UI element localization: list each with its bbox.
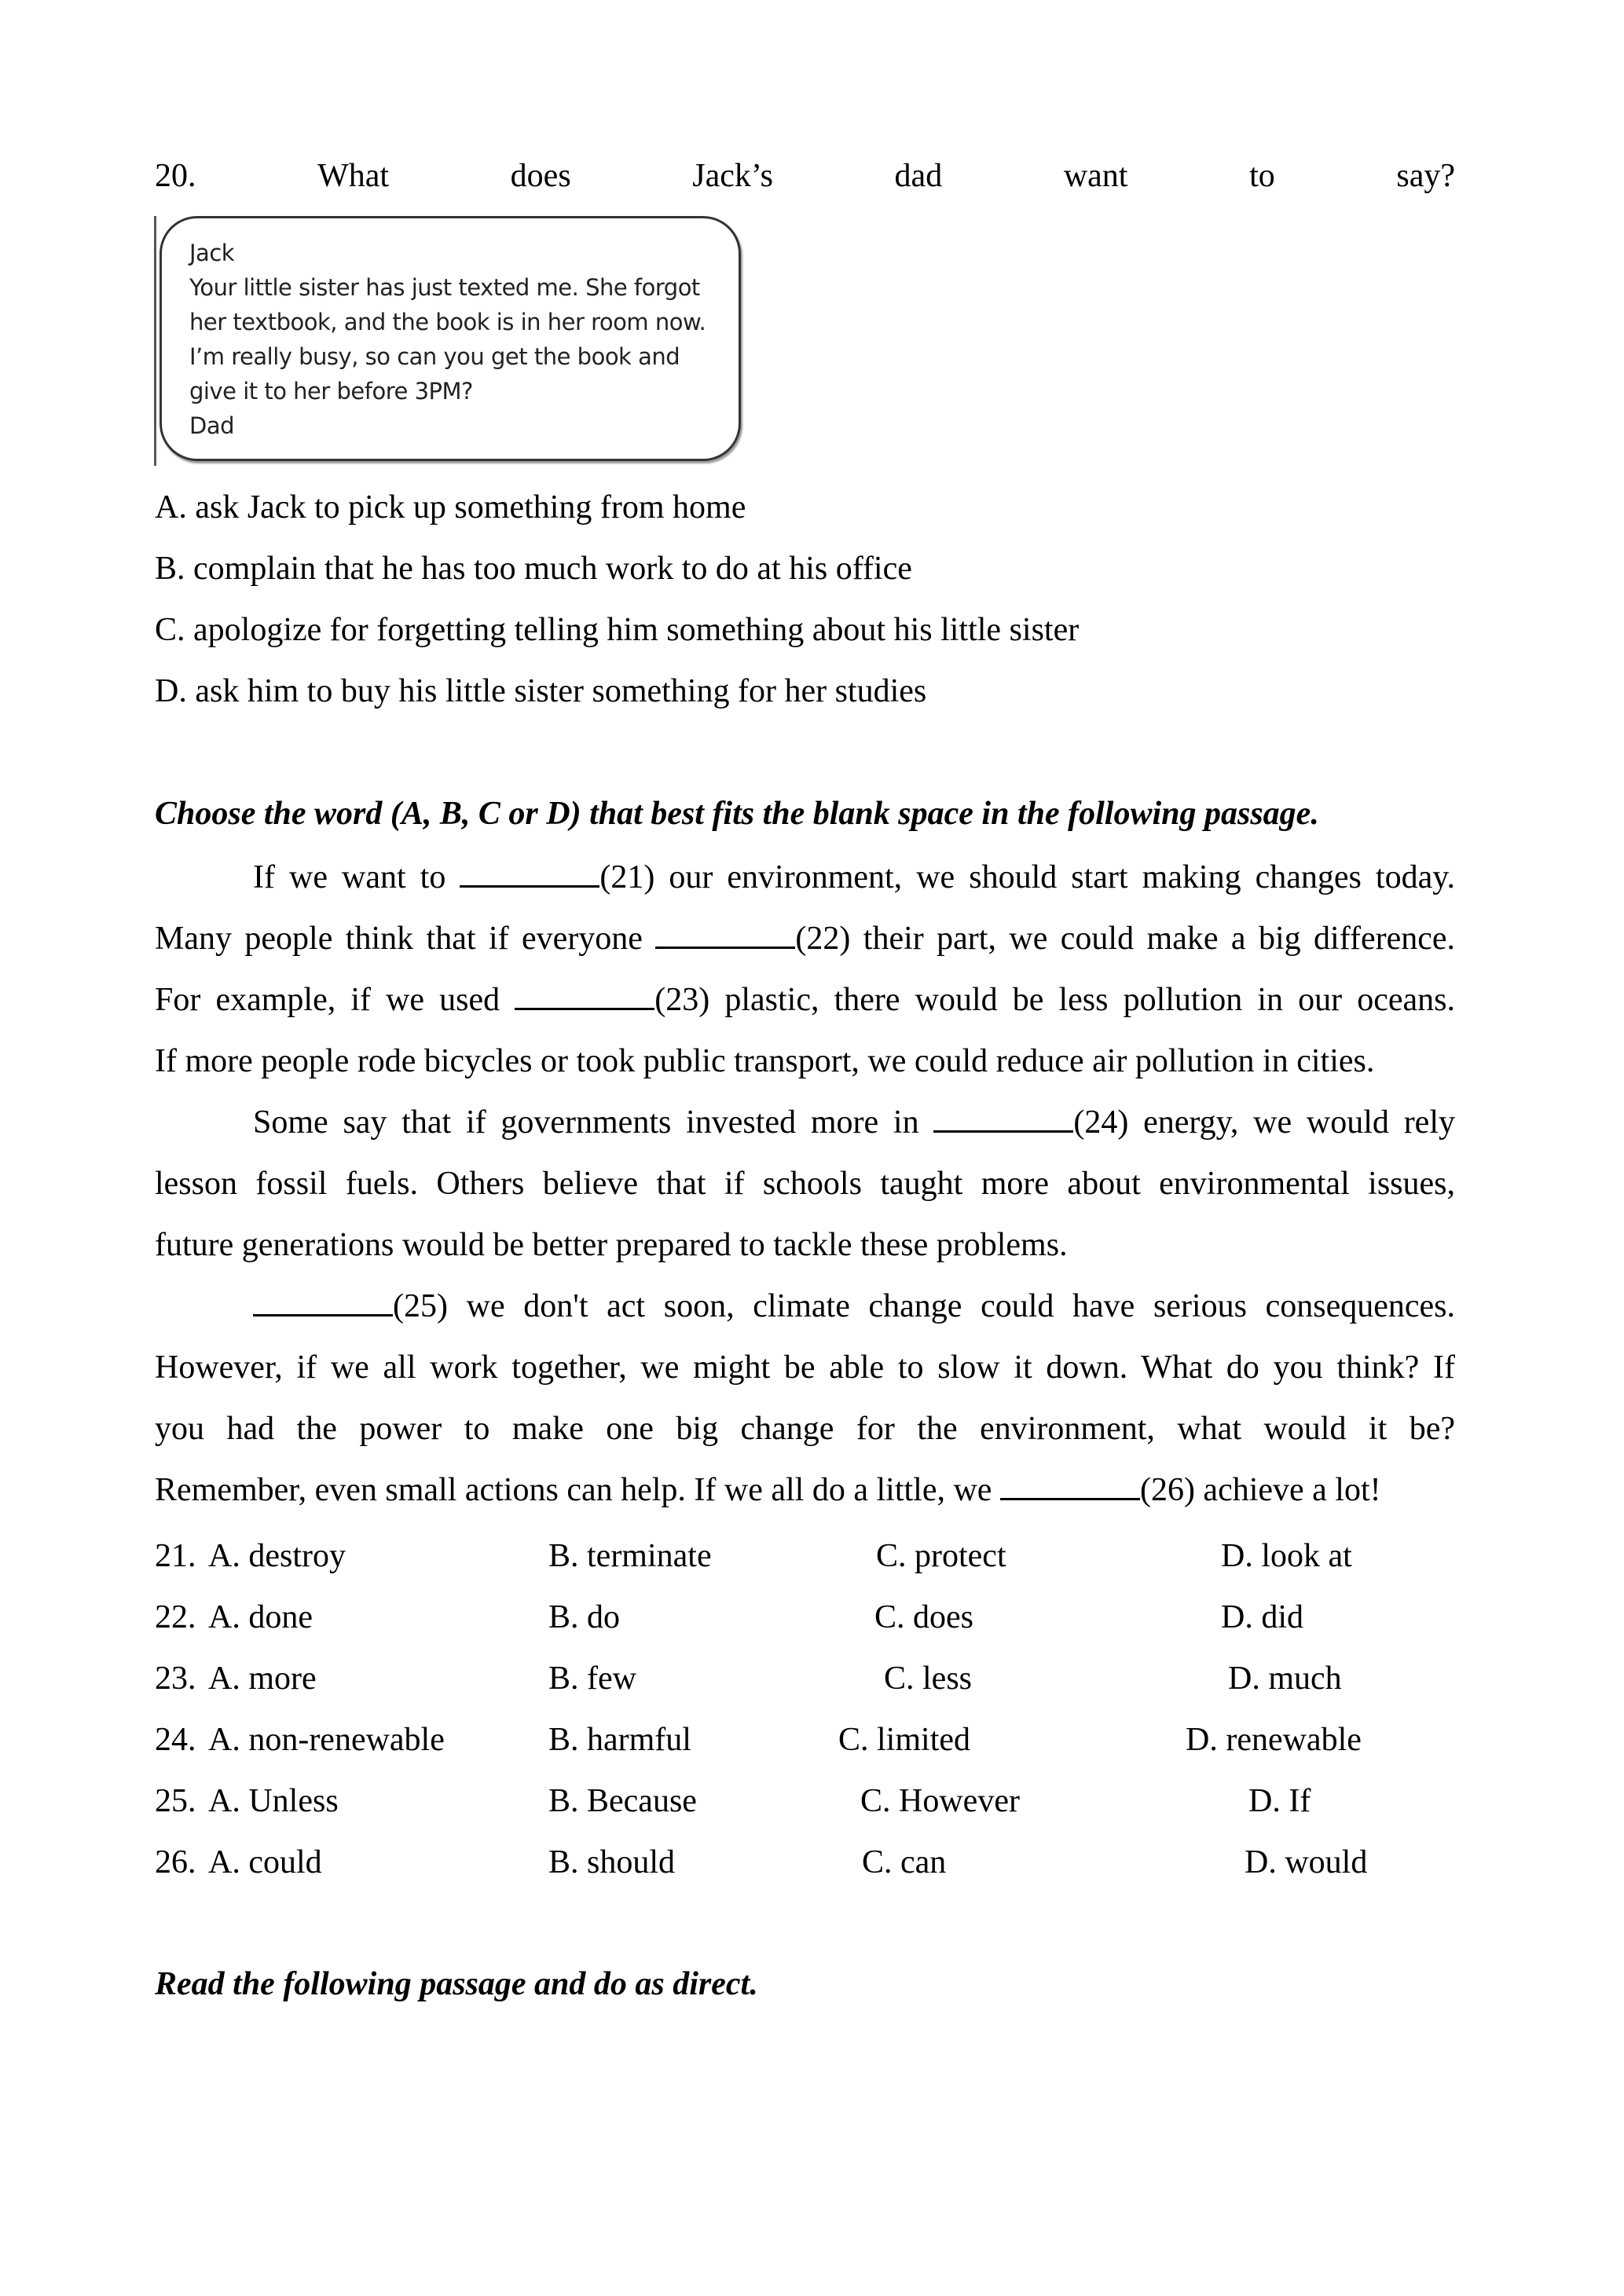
question-number: 23. xyxy=(155,1661,196,1697)
cloze-instruction: Choose the word (A, B, C or D) that best fits the blank space in the following passage. xyxy=(155,796,1319,832)
option-b: B. few xyxy=(548,1661,636,1697)
option-a: A. done xyxy=(208,1599,313,1635)
passage-line: you had the power to make one big change for the environment, what would it be? xyxy=(155,1411,1455,1447)
option-d: D. much xyxy=(1228,1661,1342,1697)
q20-word: dad xyxy=(894,158,943,194)
q20-option-b: B. complain that he has too much work to do at his office xyxy=(155,551,912,587)
text: (26) achieve a lot! xyxy=(1139,1472,1381,1508)
question-number: 25. xyxy=(155,1783,196,1819)
option-a: A. Unless xyxy=(208,1783,339,1819)
option-a: A. destroy xyxy=(208,1538,346,1574)
question-24-options xyxy=(155,1719,1490,1760)
message-line: I’m really busy, so can you get the book and xyxy=(189,343,680,370)
text: (24) energy, we would rely xyxy=(1073,1104,1455,1141)
q20-word: Jack’s xyxy=(692,158,773,194)
question-20-stem xyxy=(155,156,1455,196)
option-a: A. non-renewable xyxy=(208,1722,445,1758)
blank-24 xyxy=(933,1107,1073,1133)
passage-line xyxy=(155,1092,1455,1153)
question-22-options xyxy=(155,1597,1490,1638)
message-recipient: Jack xyxy=(189,240,235,266)
option-a: A. more xyxy=(208,1661,317,1697)
q20-word: 20. xyxy=(155,158,196,194)
option-d: D. look at xyxy=(1221,1538,1352,1574)
option-b: B. do xyxy=(548,1599,621,1635)
option-d: D. would xyxy=(1245,1844,1368,1880)
option-d: D. renewable xyxy=(1186,1722,1362,1758)
option-b: B. Because xyxy=(548,1783,697,1819)
message-line: give it to her before 3PM? xyxy=(189,378,473,405)
cloze-passage xyxy=(155,847,1455,1521)
option-c: C. However xyxy=(860,1783,1020,1819)
message-line: her textbook, and the book is in her room now. xyxy=(189,309,706,335)
q20-option-a: A. ask Jack to pick up something from home xyxy=(155,489,746,525)
option-a: A. could xyxy=(208,1844,322,1880)
text-message-box xyxy=(159,216,741,461)
message-line: Your little sister has just texted me. She forgot xyxy=(189,274,700,301)
text: Many people think that if everyone xyxy=(155,921,656,957)
q20-word: to xyxy=(1249,158,1275,194)
passage-line xyxy=(155,847,1455,908)
blank-26 xyxy=(1000,1474,1140,1500)
question-number: 21. xyxy=(155,1538,196,1574)
message-image-edge xyxy=(154,216,156,466)
question-25-options xyxy=(155,1781,1490,1822)
passage-line: future generations would be better prepared to tackle these problems. xyxy=(155,1227,1068,1263)
blank-23 xyxy=(515,984,654,1010)
passage-line: However, if we all work together, we might be able to slow it down. What do you think? If xyxy=(155,1349,1455,1386)
text: (23) plastic, there would be less pollution in our oceans. xyxy=(654,982,1455,1018)
passage-line xyxy=(155,908,1455,969)
message-sender: Dad xyxy=(189,412,235,439)
option-b: B. terminate xyxy=(548,1538,712,1574)
text: For example, if we used xyxy=(155,982,515,1018)
passage-line xyxy=(155,1459,1455,1521)
q20-word: What xyxy=(317,158,390,194)
text-message-content xyxy=(189,236,706,443)
option-c: C. can xyxy=(862,1844,947,1880)
question-number: 22. xyxy=(155,1599,196,1635)
q20-option-c: C. apologize for forgetting telling him something about his little sister xyxy=(155,612,1080,648)
blank-25 xyxy=(253,1291,393,1316)
passage-line: If more people rode bicycles or took public transport, we could reduce air pollution in cities. xyxy=(155,1043,1375,1079)
blank-22 xyxy=(655,923,795,949)
blank-21 xyxy=(460,862,599,888)
option-b: B. harmful xyxy=(548,1722,691,1758)
option-d: D. If xyxy=(1248,1783,1311,1819)
q20-word: does xyxy=(510,158,571,194)
text: If we want to xyxy=(253,859,460,895)
option-c: C. does xyxy=(874,1599,973,1635)
text: (25) we don't act soon, climate change could have serious consequences. xyxy=(393,1288,1455,1324)
passage-line xyxy=(155,969,1455,1031)
question-26-options xyxy=(155,1842,1490,1883)
passage-line xyxy=(155,1276,1455,1337)
question-number: 26. xyxy=(155,1844,196,1880)
text: Some say that if governments invested more in xyxy=(253,1104,934,1141)
question-number: 24. xyxy=(155,1722,196,1758)
reading-instruction: Read the following passage and do as direct. xyxy=(155,1966,758,2002)
q20-word: say? xyxy=(1396,158,1455,194)
option-b: B. should xyxy=(548,1844,676,1880)
text: (22) their part, we could make a big difference. xyxy=(795,921,1455,957)
option-c: C. protect xyxy=(876,1538,1006,1574)
passage-line: lesson fossil fuels. Others believe that if schools taught more about environmental issues, xyxy=(155,1166,1455,1202)
question-23-options xyxy=(155,1658,1490,1699)
option-c: C. less xyxy=(884,1661,973,1697)
question-21-options xyxy=(155,1536,1490,1576)
q20-word: want xyxy=(1063,158,1128,194)
option-d: D. did xyxy=(1221,1599,1303,1635)
text: Remember, even small actions can help. If we all do a little, we xyxy=(155,1472,1000,1508)
option-c: C. limited xyxy=(838,1722,970,1758)
q20-option-d: D. ask him to buy his little sister something for her studies xyxy=(155,673,927,709)
text: (21) our environment, we should start making changes today. xyxy=(599,859,1455,895)
